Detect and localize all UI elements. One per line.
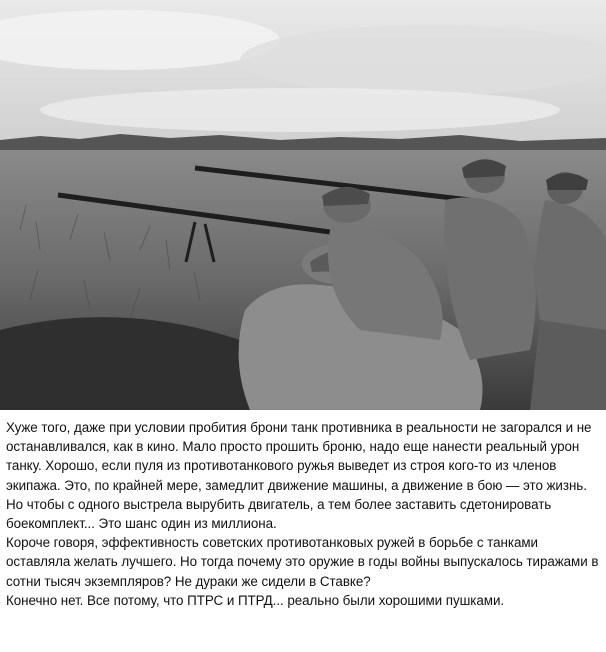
article-paragraph-3: Конечно нет. Все потому, что ПТРС и ПТРД... реально были хорошими пушками. — [6, 592, 505, 608]
article-text — [6, 418, 602, 610]
article-paragraph-2: Короче говоря, эффективность советских противотанковых ружей в борьбе с танками оставляла желать лучшего. Но тогда почему это оружие в годы войны выпускалось тиражами в сотни тысяч экземпляров? Не дураки же сидели в Ставке? — [6, 535, 599, 589]
article-paragraph-1: Хуже того, даже при условии пробития брони танк противника в реальности не загорался и не останавливался, как в кино. Мало просто прошить броню, надо еще нанести реальный урон танку. Хорошо, если пуля из противотанкового ружья выведет из строя кого-то из членов экипажа. Это, по крайней мере, замедлит движение машины, а движение в бою — это жизнь. Но чтобы с одного выстрела вырубить двигатель, а тем более заставить сдетонировать боекомплект... Это шанс один из миллиона. — [6, 420, 592, 532]
